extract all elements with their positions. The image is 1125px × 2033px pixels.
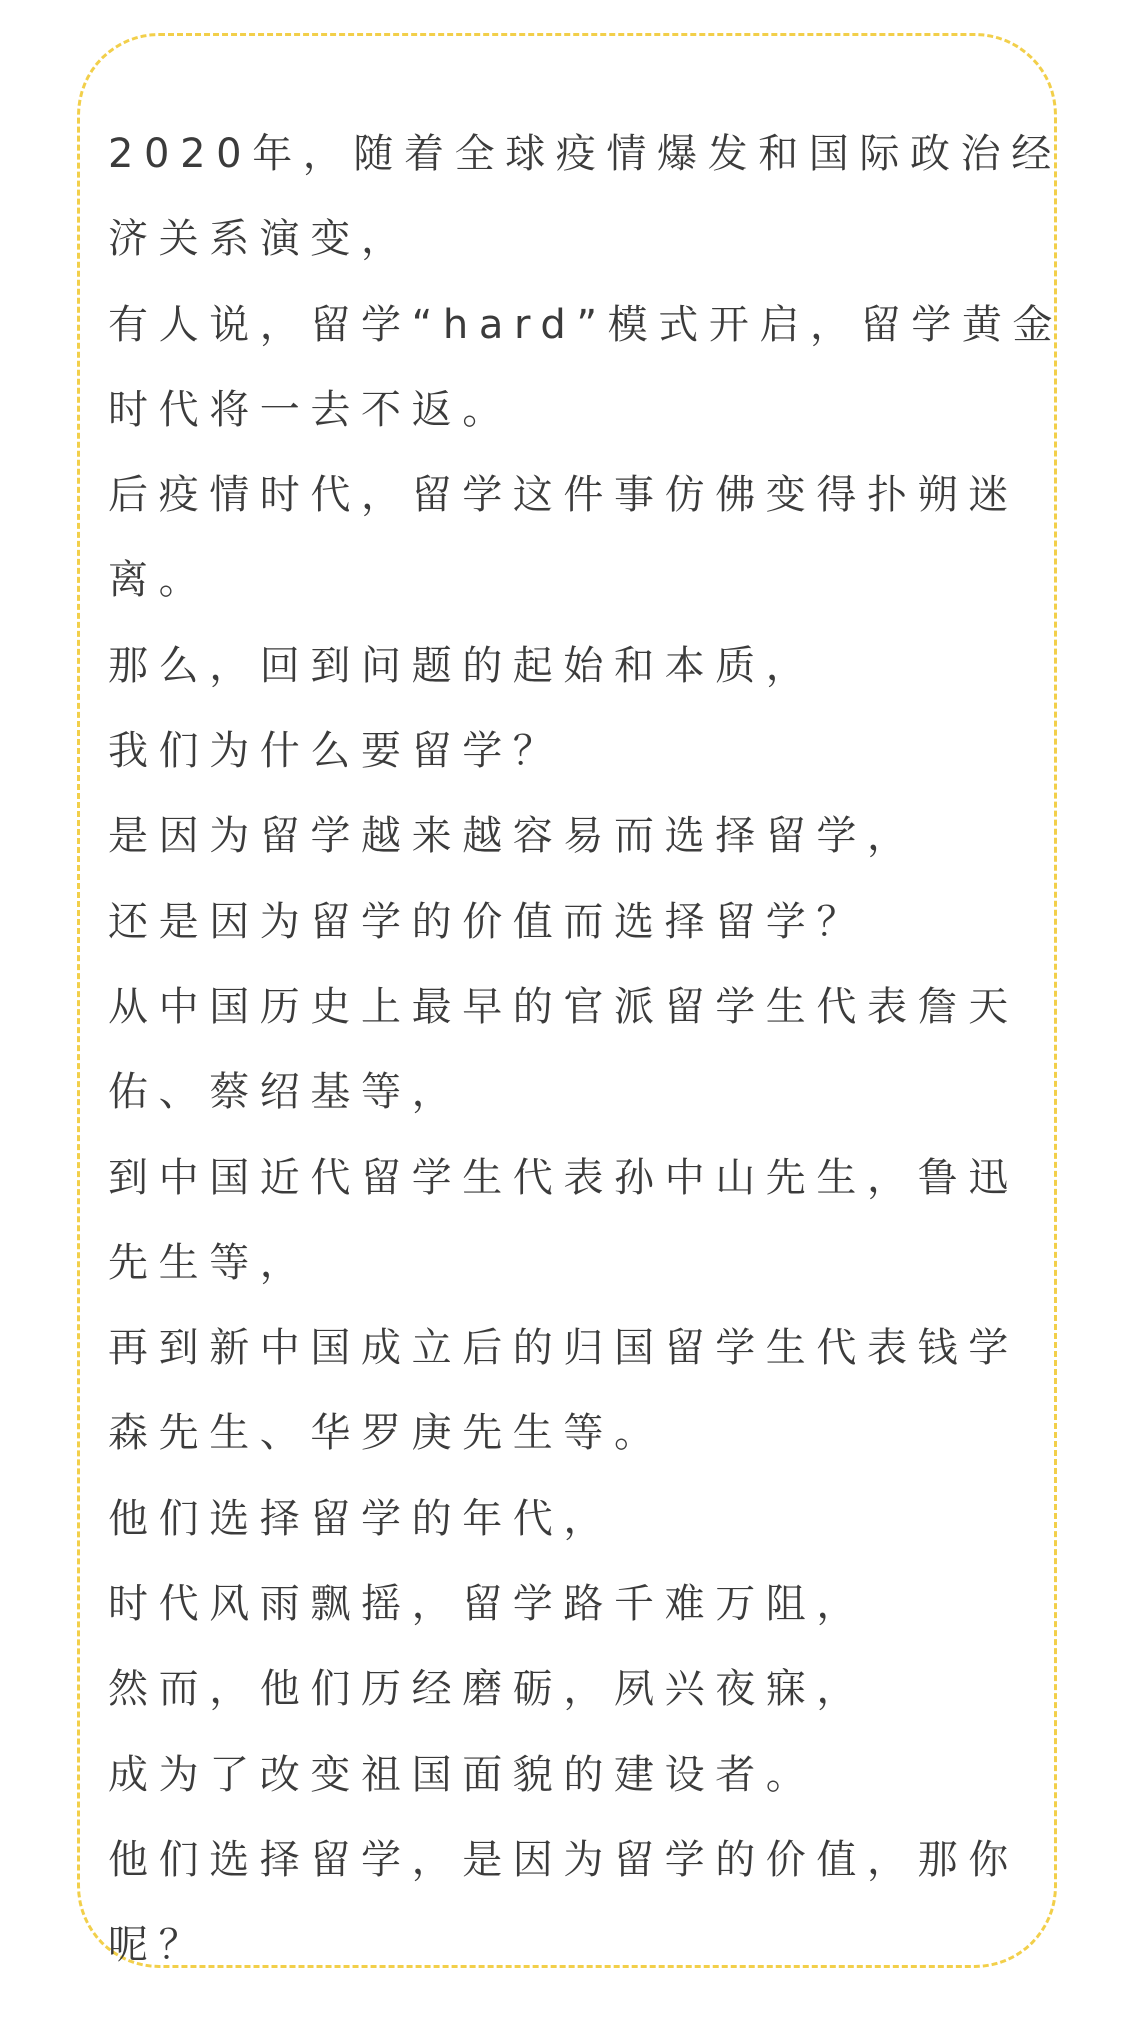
article-line-4: 时代将一去不返。 [108, 386, 513, 433]
article-line-7: 那么，回到问题的起始和本质， [108, 642, 817, 689]
article-line-18: 时代风雨飘摇，留学路千难万阻， [108, 1581, 867, 1628]
article-line-6: 离。 [108, 557, 210, 604]
article-line-11: 从中国历史上最早的官派留学生代表詹天 [108, 983, 1019, 1030]
article-body [108, 112, 1064, 1989]
article-line-14: 先生等， [108, 1239, 311, 1286]
article-line-8: 我们为什么要留学？ [108, 728, 564, 775]
article-line-21: 他们选择留学，是因为留学的价值，那你 [108, 1836, 1019, 1883]
article-line-5: 后疫情时代，留学这件事仿佛变得扑朔迷 [108, 472, 1019, 519]
article-line-13: 到中国近代留学生代表孙中山先生，鲁迅 [108, 1154, 1019, 1201]
article-line-19: 然而，他们历经磨砺，夙兴夜寐， [108, 1666, 867, 1713]
article-line-10: 还是因为留学的价值而选择留学？ [108, 898, 867, 945]
article-line-16: 森先生、华罗庚先生等。 [108, 1410, 665, 1457]
article-line-1: 2020年，随着全球疫情爆发和国际政治经 [108, 131, 1062, 177]
article-line-9: 是因为留学越来越容易而选择留学， [108, 813, 918, 860]
article-line-3: 有人说，留学“hard”模式开启，留学黄金 [108, 301, 1064, 348]
article-line-15: 再到新中国成立后的归国留学生代表钱学 [108, 1325, 1019, 1372]
article-line-22: 呢？ [108, 1922, 210, 1969]
article-line-2: 济关系演变， [108, 216, 412, 263]
article-line-12: 佑、蔡绍基等， [108, 1069, 463, 1116]
article-line-20: 成为了改变祖国面貌的建设者。 [108, 1751, 817, 1798]
article-line-17: 他们选择留学的年代， [108, 1495, 614, 1542]
